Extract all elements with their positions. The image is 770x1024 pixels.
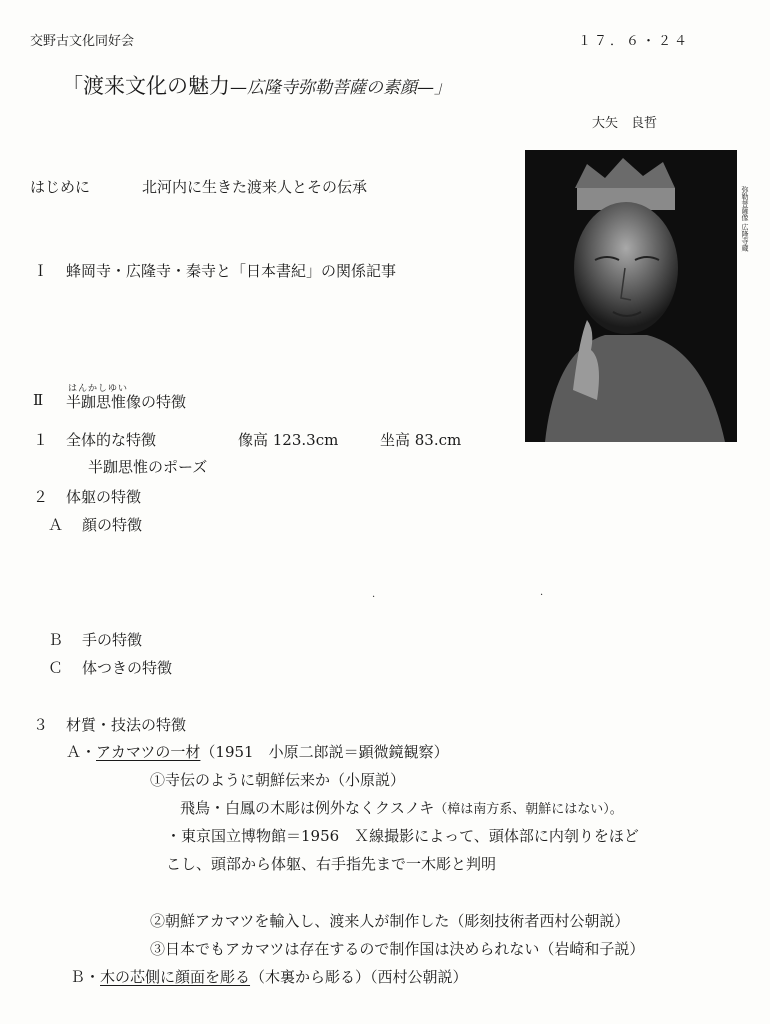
section-3-title: 材質・技法の特徴 xyxy=(66,716,187,734)
section-2-title: 半跏思惟像の特徴 xyxy=(66,393,187,411)
pose-text: 半跏思惟のポーズ xyxy=(88,458,208,476)
author-name: 大矢 良哲 xyxy=(592,116,658,131)
item-a-label: 顔の特徴 xyxy=(82,516,143,534)
point-1-line-2-note: （樟は南方系、朝鮮にはない）。 xyxy=(434,802,623,817)
point-1-line-2-main: 飛鳥・白鳳の木彫は例外なくクスノキ xyxy=(180,799,435,817)
org-name: 交野古文化同好会 xyxy=(30,34,135,49)
section-3-b xyxy=(70,966,468,987)
section-3-a-rest: （1951 小原二郎説＝顕微鏡観察） xyxy=(200,743,449,761)
point-1-line-4: こし、頭部から体躯、右手指先まで一木彫と判明 xyxy=(166,855,497,873)
seated-height: 坐高 83.cm xyxy=(380,431,462,449)
title-main: 「渡来文化の魅力 xyxy=(62,74,230,98)
section-3-a xyxy=(66,741,449,762)
point-1-line-2 xyxy=(180,797,623,818)
title-sub: —広隆寺弥勒菩薩の素顔—」 xyxy=(230,78,451,98)
document-date: １７．６・２４ xyxy=(578,34,691,49)
item-1-num: １ xyxy=(33,431,49,449)
statue-illustration xyxy=(525,150,737,442)
section-2-ruby: はんかしゆい xyxy=(68,384,129,394)
speck: · xyxy=(540,590,544,601)
point-3: ③日本でもアカマツは存在するので制作国は決められない（岩崎和子説） xyxy=(150,940,645,958)
point-1: ①寺伝のように朝鮮伝来か（小原説） xyxy=(150,771,406,789)
intro-label: はじめに xyxy=(30,178,91,196)
item-b-label: 手の特徴 xyxy=(82,631,143,649)
item-2-num: ２ xyxy=(33,488,49,506)
section-3-b-rest: （木裏から彫る）（西村公朝説） xyxy=(250,968,468,986)
section-1-title: 蜂岡寺・広隆寺・秦寺と「日本書紀」の関係記事 xyxy=(66,262,397,280)
item-2-label: 体躯の特徴 xyxy=(66,488,142,506)
item-1-label: 全体的な特徴 xyxy=(66,431,157,449)
item-a-num: Ａ xyxy=(48,516,64,534)
section-3-b-prefix: Ｂ・ xyxy=(70,968,101,986)
item-c-num: Ｃ xyxy=(48,659,64,677)
section-3-a-prefix: Ａ・ xyxy=(66,743,97,761)
point-1-line-3: ・東京国立博物館＝1956 Ｘ線撮影によって、頭体部に内刳りをほど xyxy=(166,827,639,845)
item-b-num: Ｂ xyxy=(48,631,64,649)
section-1-num: Ｉ xyxy=(33,262,49,280)
item-c-label: 体つきの特徴 xyxy=(82,659,173,677)
statue-photo xyxy=(525,150,737,442)
document-title xyxy=(62,70,451,100)
section-2-num: Ⅱ xyxy=(33,391,44,409)
intro-text: 北河内に生きた渡来人とその伝承 xyxy=(142,178,368,196)
section-3-a-underlined: アカマツの一材 xyxy=(96,743,201,761)
photo-caption: 弥勒菩薩像 広隆寺蔵 xyxy=(741,186,749,252)
section-3-num: ３ xyxy=(33,716,49,734)
section-3-b-underlined: 木の芯側に顔面を彫る xyxy=(100,968,251,986)
point-2: ②朝鮮アカマツを輸入し、渡来人が制作した（彫刻技術者西村公朝説） xyxy=(150,912,630,930)
statue-height: 像高 123.3cm xyxy=(238,431,339,449)
speck: · xyxy=(372,592,376,603)
